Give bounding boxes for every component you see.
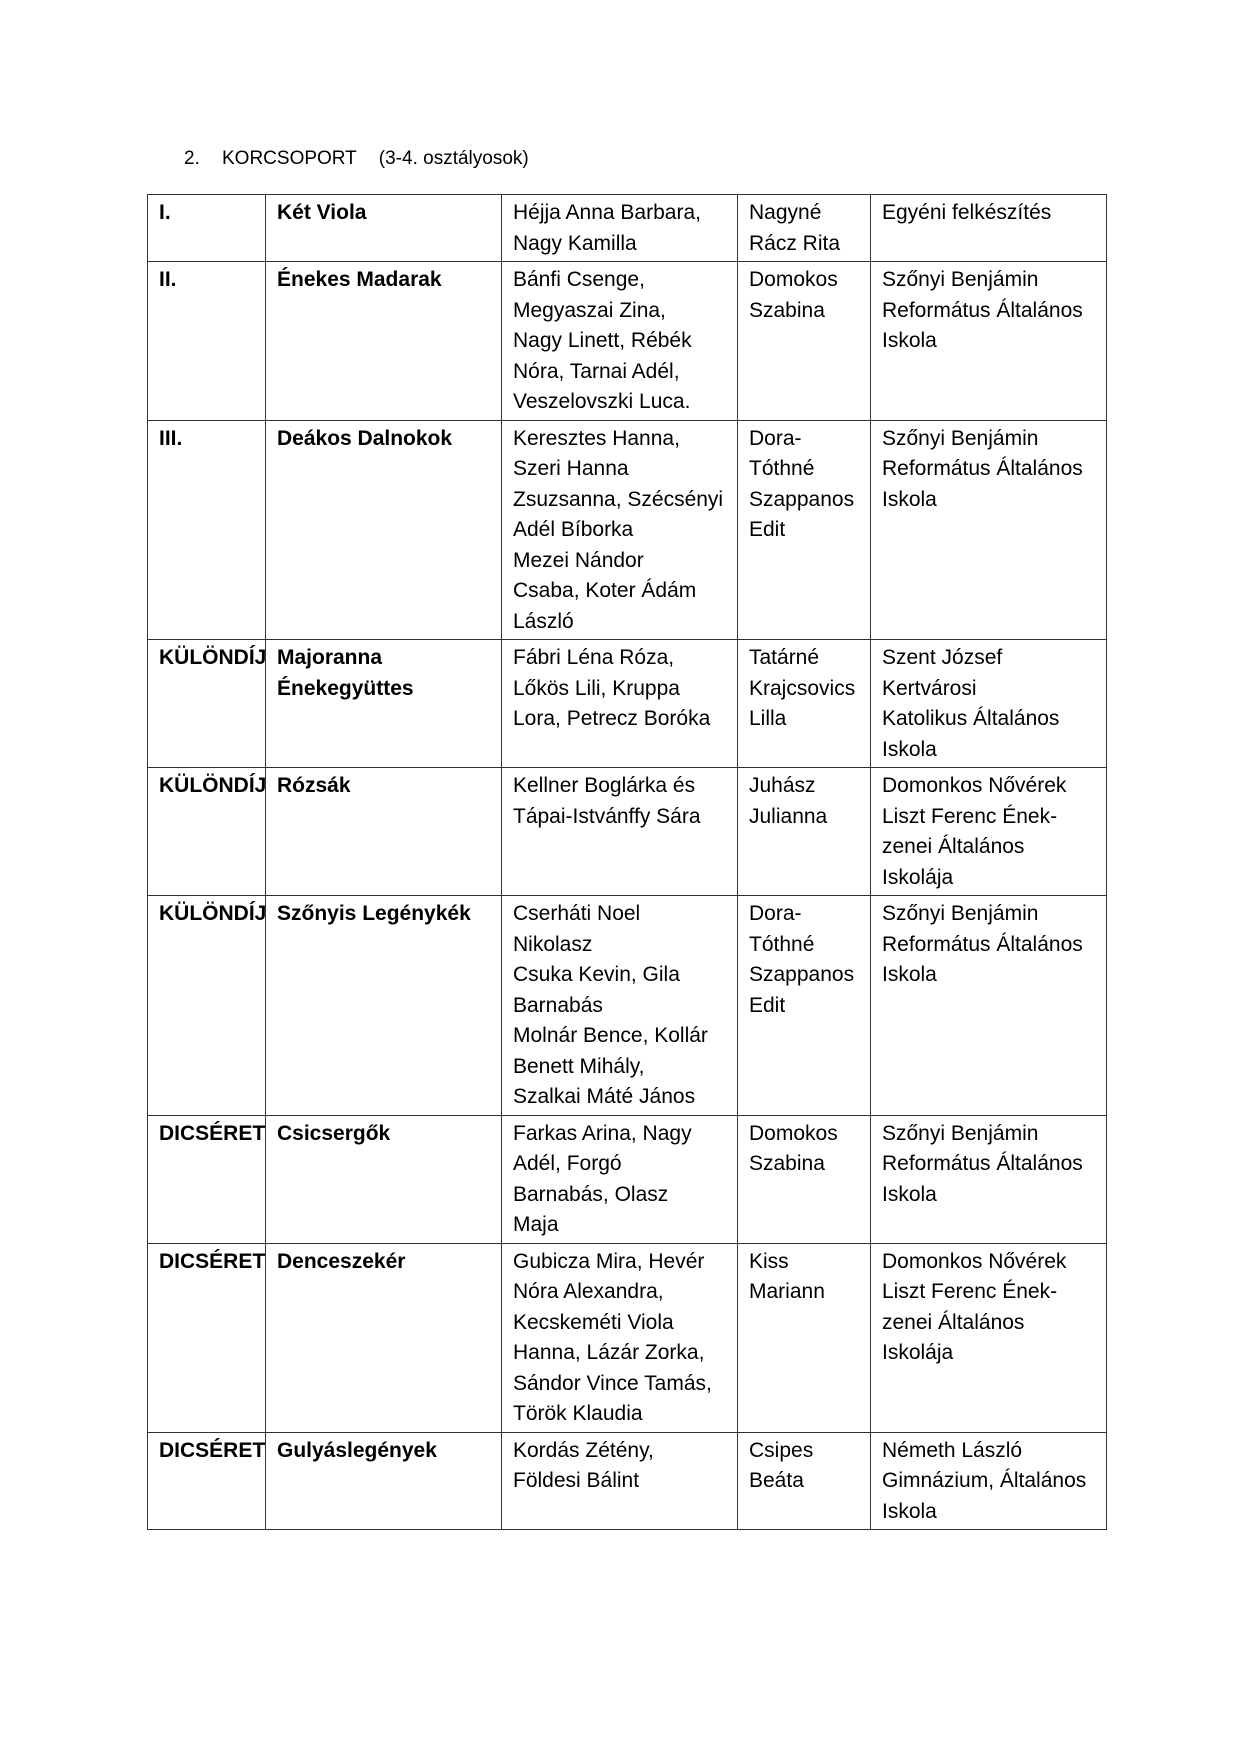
group-name-line: Énekes Madarak bbox=[277, 268, 442, 291]
group-name-line: Szőnyis Legénykék bbox=[277, 902, 471, 925]
placement-cell: I. bbox=[148, 195, 266, 262]
members-line: Földesi Bálint bbox=[513, 1469, 640, 1492]
teacher-cell bbox=[738, 1243, 871, 1432]
school-cell bbox=[871, 262, 1107, 421]
placement-cell: III. bbox=[148, 420, 266, 640]
members-line: Fábri Léna Róza, bbox=[513, 646, 675, 669]
school-line: Iskolája bbox=[882, 1341, 954, 1364]
members-line: Cserháti Noel bbox=[513, 902, 641, 925]
members-line: Csaba, Koter Ádám bbox=[513, 579, 697, 602]
school-cell bbox=[871, 896, 1107, 1116]
members-line: Török Klaudia bbox=[513, 1402, 643, 1425]
teacher-line: Krajcsovics bbox=[749, 676, 856, 700]
results-table bbox=[147, 194, 1107, 1530]
group-name-line: Denceszekér bbox=[277, 1249, 406, 1273]
school-cell bbox=[871, 640, 1107, 768]
school-line: Gimnázium, Általános bbox=[882, 1469, 1087, 1492]
members-line: Szeri Hanna bbox=[513, 457, 629, 480]
group-name-cell bbox=[266, 262, 502, 421]
teacher-line: Szabina bbox=[749, 1152, 825, 1175]
teacher-line: Domokos bbox=[749, 268, 838, 291]
group-name-cell bbox=[266, 768, 502, 896]
members-line: Benett Mihály, bbox=[513, 1054, 645, 1078]
school-line: Iskola bbox=[882, 1182, 937, 1206]
members-cell bbox=[502, 420, 738, 640]
placement-cell: II. bbox=[148, 262, 266, 421]
teacher-cell bbox=[738, 1432, 871, 1530]
teacher-cell bbox=[738, 420, 871, 640]
teacher-line: Beáta bbox=[749, 1469, 804, 1492]
group-name-cell bbox=[266, 1243, 502, 1432]
school-cell bbox=[871, 1115, 1107, 1243]
members-cell bbox=[502, 262, 738, 421]
school-line: Református Általános bbox=[882, 457, 1083, 480]
school-line: Iskola bbox=[882, 329, 937, 352]
table-row bbox=[148, 195, 1107, 262]
members-line: Nikolasz bbox=[513, 932, 593, 956]
group-name-cell bbox=[266, 1115, 502, 1243]
school-line: Iskola bbox=[882, 963, 937, 986]
members-cell bbox=[502, 640, 738, 768]
table-row bbox=[148, 1115, 1107, 1243]
placement-cell: KÜLÖNDÍJ bbox=[148, 768, 266, 896]
members-line: Nagy Linett, Rébék bbox=[513, 329, 692, 352]
teacher-line: Lilla bbox=[749, 707, 787, 730]
teacher-cell bbox=[738, 896, 871, 1116]
heading-subtitle: (3-4. osztályosok) bbox=[378, 148, 529, 169]
members-line: Lora, Petrecz Boróka bbox=[513, 707, 711, 730]
heading-number: 2. bbox=[184, 148, 200, 169]
placement-cell: DICSÉRET bbox=[148, 1243, 266, 1432]
teacher-line: Szabina bbox=[749, 298, 825, 322]
school-line: Iskola bbox=[882, 487, 937, 511]
results-table-body bbox=[148, 195, 1107, 1530]
members-line: Nagy Kamilla bbox=[513, 231, 637, 255]
teacher-cell bbox=[738, 262, 871, 421]
teacher-line: Tóthné bbox=[749, 457, 815, 480]
table-row bbox=[148, 640, 1107, 768]
table-row bbox=[148, 1432, 1107, 1530]
members-line: Bánfi Csenge, bbox=[513, 268, 645, 291]
members-line: Nóra, Tarnai Adél, bbox=[513, 359, 680, 383]
teacher-line: Nagyné bbox=[749, 201, 822, 224]
school-line: Szőnyi Benjámin bbox=[882, 426, 1039, 450]
school-line: Iskola bbox=[882, 1499, 937, 1523]
members-line: Farkas Arina, Nagy bbox=[513, 1121, 692, 1145]
school-line: zenei Általános bbox=[882, 1310, 1025, 1334]
teacher-cell bbox=[738, 640, 871, 768]
teacher-line: Julianna bbox=[749, 804, 828, 828]
teacher-line: Rácz Rita bbox=[749, 231, 841, 255]
group-name-line: Énekegyüttes bbox=[277, 676, 414, 700]
members-line: Adél Bíborka bbox=[513, 518, 634, 541]
school-line: Domonkos Nővérek bbox=[882, 774, 1067, 797]
teacher-line: Kiss bbox=[749, 1249, 789, 1273]
school-line: Liszt Ferenc Ének- bbox=[882, 804, 1058, 828]
members-line: Veszelovszki Luca. bbox=[513, 390, 691, 413]
school-line: Református Általános bbox=[882, 932, 1083, 956]
school-line: Szőnyi Benjámin bbox=[882, 268, 1039, 291]
school-line: Református Általános bbox=[882, 298, 1083, 322]
school-line: Szőnyi Benjámin bbox=[882, 1121, 1039, 1145]
group-name-line: Két Viola bbox=[277, 201, 367, 224]
teacher-line: Mariann bbox=[749, 1280, 825, 1303]
members-cell bbox=[502, 896, 738, 1116]
members-cell bbox=[502, 1243, 738, 1432]
teacher-line: Tóthné bbox=[749, 932, 815, 956]
teacher-line: Dora- bbox=[749, 426, 802, 450]
members-cell bbox=[502, 1432, 738, 1530]
school-cell bbox=[871, 1243, 1107, 1432]
members-line: Csuka Kevin, Gila bbox=[513, 963, 680, 986]
school-line: Domonkos Nővérek bbox=[882, 1249, 1067, 1273]
table-row bbox=[148, 768, 1107, 896]
members-line: Sándor Vince Tamás, bbox=[513, 1371, 712, 1395]
teacher-line: Edit bbox=[749, 518, 786, 541]
group-name-cell bbox=[266, 420, 502, 640]
placement-cell: KÜLÖNDÍJ bbox=[148, 640, 266, 768]
members-line: Hanna, Lázár Zorka, bbox=[513, 1341, 705, 1364]
group-name-line: Rózsák bbox=[277, 774, 351, 797]
members-line: Zsuzsanna, Szécsényi bbox=[513, 487, 724, 511]
school-line: Szent József Kertvárosi bbox=[882, 646, 1003, 700]
school-line: zenei Általános bbox=[882, 835, 1025, 858]
teacher-line: Domokos bbox=[749, 1121, 838, 1145]
group-name-cell bbox=[266, 896, 502, 1116]
members-line: Adél, Forgó bbox=[513, 1152, 622, 1175]
table-row bbox=[148, 896, 1107, 1116]
teacher-line: Tatárné bbox=[749, 646, 820, 669]
members-line: Barnabás, Olasz bbox=[513, 1182, 669, 1206]
placement-cell: DICSÉRET bbox=[148, 1432, 266, 1530]
members-line: Szalkai Máté János bbox=[513, 1085, 696, 1108]
school-cell bbox=[871, 420, 1107, 640]
members-line: Lőkös Lili, Kruppa bbox=[513, 676, 680, 700]
school-cell bbox=[871, 195, 1107, 262]
members-line: Kordás Zétény, bbox=[513, 1438, 654, 1462]
school-cell bbox=[871, 1432, 1107, 1530]
teacher-line: Csipes bbox=[749, 1438, 814, 1462]
teacher-cell bbox=[738, 195, 871, 262]
table-row bbox=[148, 420, 1107, 640]
group-name-cell bbox=[266, 1432, 502, 1530]
members-line: Nóra Alexandra, bbox=[513, 1280, 664, 1303]
teacher-line: Edit bbox=[749, 993, 786, 1017]
members-cell bbox=[502, 195, 738, 262]
section-heading bbox=[184, 148, 529, 170]
school-line: Egyéni felkészítés bbox=[882, 201, 1052, 224]
school-line: Iskola bbox=[882, 737, 937, 761]
school-line: Németh László bbox=[882, 1438, 1023, 1462]
members-line: László bbox=[513, 609, 574, 633]
group-name-line: Majoranna bbox=[277, 646, 383, 669]
school-cell bbox=[871, 768, 1107, 896]
school-line: Szőnyi Benjámin bbox=[882, 902, 1039, 925]
teacher-cell bbox=[738, 768, 871, 896]
teacher-line: Juhász bbox=[749, 774, 816, 797]
members-line: Gubicza Mira, Hevér bbox=[513, 1249, 705, 1273]
heading-title: KORCSOPORT bbox=[222, 148, 357, 169]
group-name-line: Csicsergők bbox=[277, 1121, 391, 1145]
members-line: Barnabás bbox=[513, 993, 603, 1017]
school-line: Katolikus Általános bbox=[882, 707, 1060, 730]
members-line: Tápai-Istvánffy Sára bbox=[513, 804, 701, 828]
group-name-cell bbox=[266, 640, 502, 768]
school-line: Liszt Ferenc Ének- bbox=[882, 1280, 1058, 1303]
school-line: Iskolája bbox=[882, 865, 954, 889]
members-line: Molnár Bence, Kollár bbox=[513, 1024, 708, 1047]
members-line: Keresztes Hanna, bbox=[513, 426, 680, 450]
members-line: Kecskeméti Viola bbox=[513, 1310, 674, 1334]
table-row bbox=[148, 1243, 1107, 1432]
group-name-cell bbox=[266, 195, 502, 262]
teacher-line: Dora- bbox=[749, 902, 802, 925]
placement-cell: KÜLÖNDÍJ bbox=[148, 896, 266, 1116]
table-row bbox=[148, 262, 1107, 421]
members-line: Héjja Anna Barbara, bbox=[513, 201, 701, 224]
group-name-line: Deákos Dalnokok bbox=[277, 426, 453, 450]
members-line: Mezei Nándor bbox=[513, 548, 644, 572]
members-line: Megyaszai Zina, bbox=[513, 298, 666, 322]
members-line: Maja bbox=[513, 1213, 559, 1236]
members-line: Kellner Boglárka és bbox=[513, 774, 696, 797]
group-name-line: Gulyáslegények bbox=[277, 1438, 437, 1462]
placement-cell: DICSÉRET bbox=[148, 1115, 266, 1243]
members-cell bbox=[502, 768, 738, 896]
teacher-cell bbox=[738, 1115, 871, 1243]
school-line: Református Általános bbox=[882, 1152, 1083, 1175]
teacher-line: Szappanos bbox=[749, 963, 855, 986]
teacher-line: Szappanos bbox=[749, 487, 855, 511]
members-cell bbox=[502, 1115, 738, 1243]
